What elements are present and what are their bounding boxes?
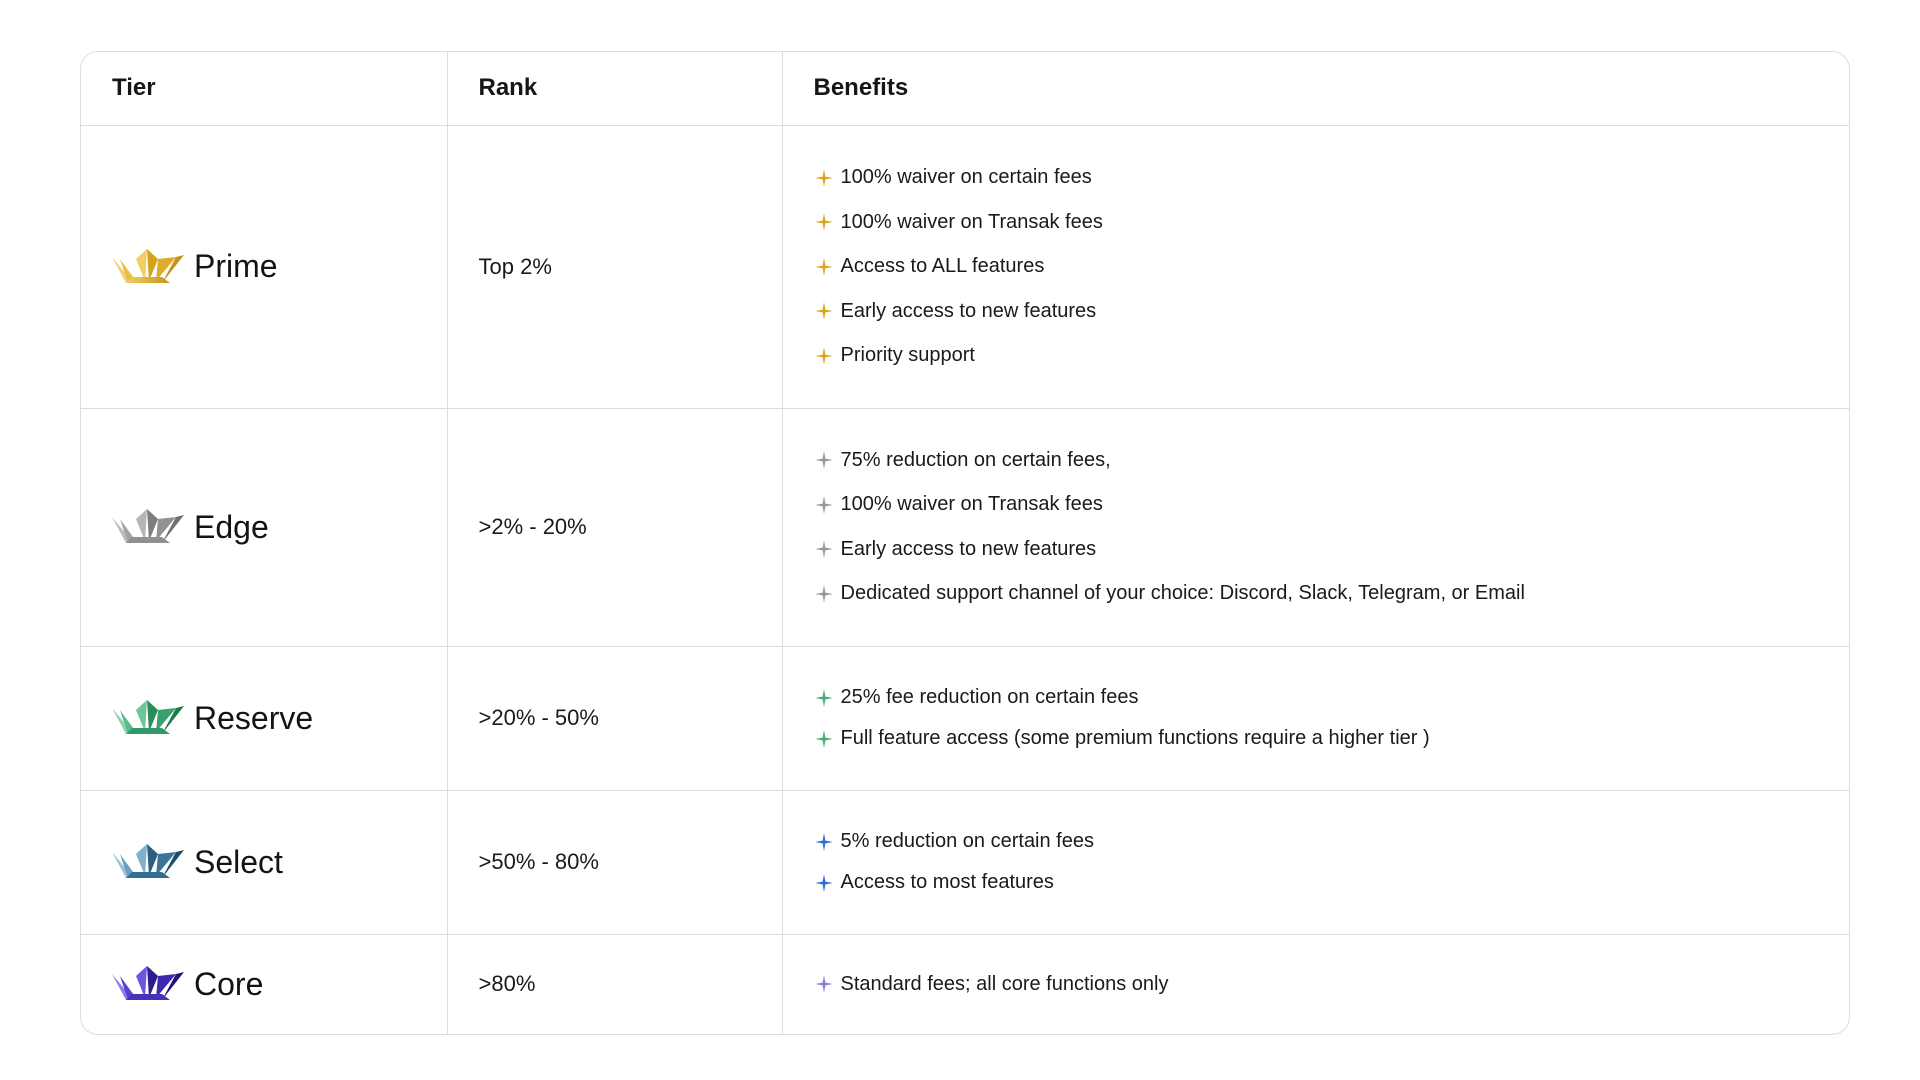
tiers-table bbox=[81, 52, 1849, 1034]
benefit-item: 25% fee reduction on certain fees bbox=[815, 677, 1850, 718]
sparkle-icon bbox=[815, 169, 833, 187]
sparkle-icon bbox=[815, 585, 833, 603]
crown-icon bbox=[112, 247, 184, 287]
benefit-item: Early access to new features bbox=[815, 527, 1850, 572]
crown-icon bbox=[112, 964, 184, 1004]
sparkle-icon bbox=[815, 730, 833, 748]
crown-icon bbox=[112, 698, 184, 738]
sparkle-icon bbox=[815, 689, 833, 707]
tiers-table-container bbox=[80, 51, 1850, 1035]
tier-name: Core bbox=[194, 965, 264, 1002]
benefits-list bbox=[815, 677, 1850, 759]
benefit-item: Dedicated support channel of your choice: Discord, Slack, Telegram, or Email bbox=[815, 572, 1850, 617]
benefit-item: Full feature access (some premium functions require a higher tier ) bbox=[815, 718, 1850, 759]
tier-core bbox=[112, 964, 447, 1004]
benefit-item: Access to most features bbox=[815, 862, 1850, 903]
benefit-item: 5% reduction on certain fees bbox=[815, 821, 1850, 862]
rank-value: >50% - 80% bbox=[447, 790, 782, 934]
table-row-reserve bbox=[81, 646, 1849, 790]
sparkle-icon bbox=[815, 975, 833, 993]
benefit-item: Standard fees; all core functions only bbox=[815, 973, 1850, 996]
table-row-prime bbox=[81, 125, 1849, 408]
crown-icon bbox=[112, 842, 184, 882]
tier-edge bbox=[112, 507, 447, 547]
rank-value: >2% - 20% bbox=[447, 408, 782, 646]
benefit-item: 100% waiver on certain fees bbox=[815, 155, 1850, 200]
header-tier: Tier bbox=[81, 52, 447, 125]
sparkle-icon bbox=[815, 347, 833, 365]
benefits-list bbox=[815, 973, 1850, 996]
rank-value: Top 2% bbox=[447, 125, 782, 408]
sparkle-icon bbox=[815, 540, 833, 558]
benefit-item: 100% waiver on Transak fees bbox=[815, 483, 1850, 528]
benefits-list bbox=[815, 155, 1850, 378]
table-row-edge bbox=[81, 408, 1849, 646]
sparkle-icon bbox=[815, 213, 833, 231]
benefit-item: Access to ALL features bbox=[815, 244, 1850, 289]
tier-reserve bbox=[112, 698, 447, 738]
sparkle-icon bbox=[815, 451, 833, 469]
header-rank: Rank bbox=[447, 52, 782, 125]
tier-name: Reserve bbox=[194, 699, 314, 736]
benefit-item: 100% waiver on Transak fees bbox=[815, 200, 1850, 245]
table-row-core bbox=[81, 934, 1849, 1034]
sparkle-icon bbox=[815, 302, 833, 320]
tier-name: Edge bbox=[194, 508, 269, 545]
tier-name: Select bbox=[194, 843, 283, 880]
table-row-select bbox=[81, 790, 1849, 934]
benefit-item: Priority support bbox=[815, 333, 1850, 378]
sparkle-icon bbox=[815, 496, 833, 514]
sparkle-icon bbox=[815, 833, 833, 851]
table-header-row bbox=[81, 52, 1849, 125]
tier-select bbox=[112, 842, 447, 882]
rank-value: >80% bbox=[447, 934, 782, 1034]
tier-name: Prime bbox=[194, 248, 278, 284]
benefit-item: Early access to new features bbox=[815, 289, 1850, 334]
crown-icon bbox=[112, 507, 184, 547]
benefit-item: 75% reduction on certain fees, bbox=[815, 438, 1850, 483]
sparkle-icon bbox=[815, 258, 833, 276]
header-benefits: Benefits bbox=[782, 52, 1849, 125]
benefits-list bbox=[815, 438, 1850, 616]
tier-prime bbox=[112, 247, 447, 287]
benefits-list bbox=[815, 821, 1850, 903]
rank-value: >20% - 50% bbox=[447, 646, 782, 790]
sparkle-icon bbox=[815, 874, 833, 892]
